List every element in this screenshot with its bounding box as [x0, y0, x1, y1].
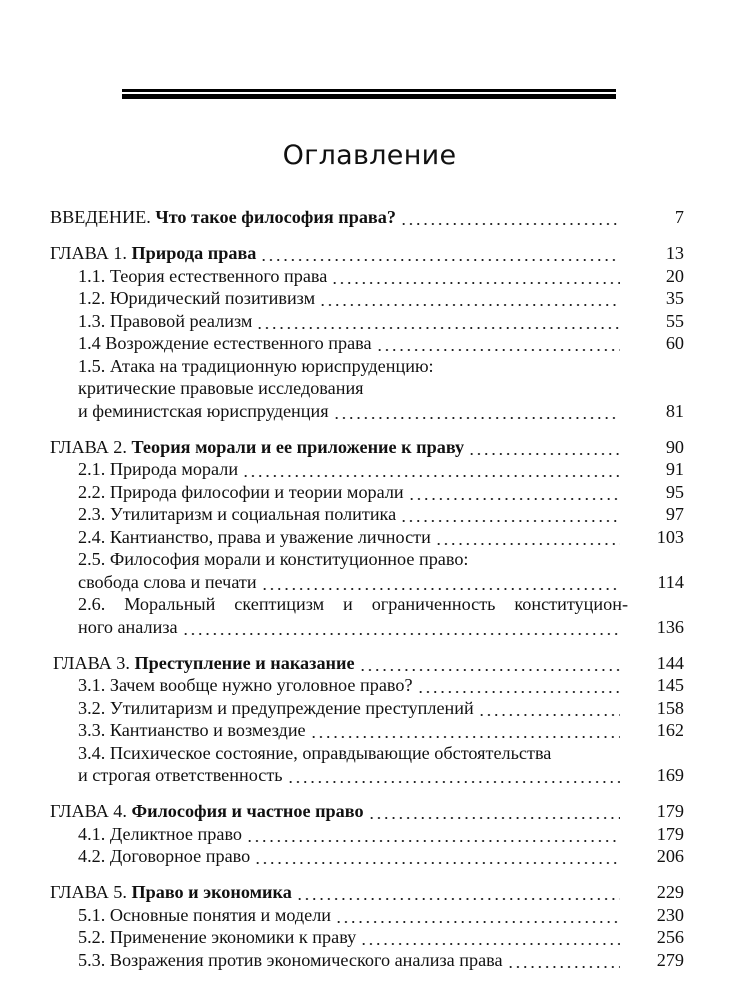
toc-subsection-entry[interactable]	[50, 845, 684, 868]
toc-line	[50, 764, 684, 787]
dot-leader	[246, 823, 620, 846]
entry-title	[78, 949, 503, 972]
page-number: 7	[674, 207, 684, 227]
toc-line	[50, 548, 684, 571]
entry-title	[78, 287, 315, 310]
toc-line	[50, 949, 684, 972]
entry-label: 5.1. Основные понятия и модели	[78, 904, 332, 925]
dot-leader	[376, 332, 620, 355]
dot-leader	[256, 310, 620, 333]
entry-label: и строгая ответственность	[78, 765, 283, 785]
entry-label: 2.6. Моральный скептицизм и ограниченность конституцион-	[78, 594, 628, 614]
page-number: 169	[656, 765, 684, 785]
dot-leader	[478, 697, 620, 720]
entry-label: 3.1. Зачем вообще нужно уголовное право?	[78, 675, 413, 695]
dot-leader	[435, 526, 620, 549]
toc-subsection-entry[interactable]	[50, 674, 684, 697]
entry-label: и феминистская юриспруденция	[78, 400, 329, 421]
entry-label: 4.2. Договорное право	[78, 846, 251, 866]
entry-title	[78, 458, 238, 481]
toc-subsection-entry[interactable]	[50, 481, 684, 504]
entry-label: ного анализа	[78, 616, 178, 637]
entry-title	[50, 206, 396, 229]
page-number: 35	[665, 288, 684, 308]
entry-label: свобода слова и печати	[78, 571, 257, 592]
toc-subsection-entry[interactable]	[50, 719, 684, 742]
page-number: 13	[665, 243, 684, 263]
dot-leader	[417, 674, 620, 697]
entry-title	[78, 332, 372, 355]
toc-line	[50, 697, 684, 720]
entry-label: критические правовые исследования	[78, 378, 364, 398]
entry-title-bold: Теория морали и ее приложение к праву	[131, 436, 465, 457]
entry-title-bold: Философия и частное право	[131, 801, 364, 821]
toc-line	[50, 355, 684, 378]
toc-line	[50, 652, 684, 675]
entry-title	[50, 436, 464, 459]
entry-label: 2.4. Кантианство, права и уважение личности	[78, 526, 431, 547]
toc-line	[50, 400, 684, 423]
entry-title	[78, 845, 250, 868]
entry-title	[78, 548, 468, 571]
page-number: 230	[656, 904, 684, 925]
toc-line	[50, 206, 684, 229]
entry-label: 5.3. Возражения против экономического анализа права	[78, 949, 503, 970]
toc-section	[50, 436, 684, 639]
toc-line	[50, 310, 684, 333]
toc-chapter-entry[interactable]	[50, 800, 684, 823]
entry-title	[78, 616, 178, 639]
entry-title	[78, 526, 431, 549]
toc-line	[50, 845, 684, 868]
toc-section	[50, 242, 684, 422]
page-number: 206	[656, 846, 684, 866]
entry-label: 1.4 Возрождение естественного права	[78, 333, 372, 353]
toc-subsection-entry[interactable]	[50, 265, 684, 288]
toc-chapter-entry[interactable]	[50, 436, 684, 459]
dot-leader	[360, 926, 620, 949]
entry-label: ГЛАВА 1.	[50, 243, 132, 263]
toc-subsection-entry[interactable]	[50, 949, 684, 972]
dot-leader	[400, 206, 620, 229]
toc-subsection-entry[interactable]	[50, 742, 684, 787]
entry-label: 2.2. Природа философии и теории морали	[78, 481, 404, 502]
entry-title-bold: Природа права	[131, 243, 257, 263]
dot-leader	[507, 949, 620, 972]
entry-label: 1.1. Теория естественного права	[78, 265, 328, 286]
entry-title-bold: Право и экономика	[131, 882, 292, 902]
page-number: 55	[665, 310, 684, 331]
toc-line	[50, 904, 684, 927]
entry-title	[78, 310, 252, 333]
toc-subsection-entry[interactable]	[50, 355, 684, 423]
toc-subsection-entry[interactable]	[50, 904, 684, 927]
entry-title	[78, 823, 242, 846]
entry-title	[78, 697, 474, 720]
entry-label: ГЛАВА 4.	[50, 801, 132, 821]
entry-title-bold: Что такое философия права?	[155, 207, 396, 227]
entry-label: ГЛАВА 5.	[50, 882, 132, 902]
toc-line	[50, 616, 684, 639]
page-number: 60	[665, 333, 684, 353]
header-rule-thin	[122, 89, 616, 92]
toc-section	[50, 800, 684, 868]
toc-subsection-entry[interactable]	[50, 526, 684, 549]
toc-subsection-entry[interactable]	[50, 548, 684, 593]
dot-leader	[368, 800, 620, 823]
entry-label: 2.5. Философия морали и конституционное право:	[78, 549, 469, 569]
page-title: Оглавление	[282, 140, 457, 172]
dot-leader	[242, 458, 620, 481]
toc-line	[50, 265, 684, 288]
entry-title	[78, 377, 364, 400]
toc-subsection-entry[interactable]	[50, 503, 684, 526]
toc-subsection-entry[interactable]	[50, 697, 684, 720]
toc-chapter-entry[interactable]	[50, 881, 684, 904]
toc-line	[50, 926, 684, 949]
entry-label: ГЛАВА 3.	[53, 652, 135, 673]
toc-subsection-entry[interactable]	[50, 310, 684, 333]
dot-leader	[310, 719, 620, 742]
page-number: 136	[656, 616, 684, 637]
toc-line	[50, 287, 684, 310]
page-number: 91	[665, 459, 684, 479]
page-number: 97	[665, 504, 684, 524]
page-number: 114	[657, 571, 684, 592]
entry-label: 1.3. Правовой реализм	[78, 310, 253, 331]
page-number: 179	[656, 801, 684, 821]
toc-line	[50, 674, 684, 697]
entry-title	[78, 764, 283, 787]
toc-section	[50, 881, 684, 971]
dot-leader	[359, 652, 620, 675]
entry-title	[78, 503, 396, 526]
page-number: 103	[656, 526, 684, 547]
entry-title	[78, 265, 327, 288]
dot-leader	[260, 242, 620, 265]
toc-subsection-entry[interactable]	[50, 593, 684, 638]
header-rule-thick	[122, 94, 616, 99]
entry-label: 3.2. Утилитаризм и предупреждение преступлений	[78, 697, 474, 718]
entry-label: ВВЕДЕНИЕ.	[50, 207, 156, 227]
toc-section	[50, 206, 684, 229]
entry-title-bold: Преступление и наказание	[134, 652, 355, 673]
entry-title	[78, 400, 329, 423]
toc-line	[50, 593, 684, 616]
toc-line	[50, 481, 684, 504]
page-number: 81	[665, 400, 684, 421]
toc-subsection-entry[interactable]	[50, 926, 684, 949]
dot-leader	[333, 400, 620, 423]
entry-title	[78, 593, 628, 616]
toc-chapter-entry[interactable]	[50, 242, 684, 265]
toc-section	[50, 652, 684, 787]
entry-title	[78, 481, 404, 504]
entry-label: 1.5. Атака на традиционную юриспруденцию:	[78, 355, 434, 376]
toc-subsection-entry[interactable]	[50, 458, 684, 481]
entry-title	[78, 904, 331, 927]
entry-label: 5.2. Применение экономики к праву	[78, 927, 357, 947]
page-number: 162	[656, 720, 684, 740]
dot-leader	[182, 616, 620, 639]
entry-label: 1.2. Юридический позитивизм	[78, 288, 316, 308]
toc-line	[50, 377, 684, 400]
page-number: 90	[665, 436, 684, 457]
toc-line	[50, 503, 684, 526]
dot-leader	[296, 881, 620, 904]
toc-line	[50, 881, 684, 904]
entry-label: 2.1. Природа морали	[78, 459, 239, 479]
entry-title	[78, 719, 306, 742]
toc-line	[50, 526, 684, 549]
entry-label: 2.3. Утилитаризм и социальная политика	[78, 504, 397, 524]
entry-label: 3.3. Кантианство и возмездие	[78, 720, 306, 740]
entry-title	[78, 742, 551, 765]
page-number: 20	[665, 265, 684, 286]
toc-line	[50, 823, 684, 846]
entry-title	[50, 242, 256, 265]
toc-chapter-entry[interactable]	[50, 652, 684, 675]
table-of-contents	[50, 206, 684, 985]
toc-line	[50, 571, 684, 594]
toc-line	[50, 242, 684, 265]
page-number: 279	[656, 949, 684, 970]
page-number: 256	[656, 927, 684, 947]
dot-leader	[261, 571, 620, 594]
page-number: 145	[656, 675, 684, 695]
toc-line	[50, 800, 684, 823]
entry-label: ГЛАВА 2.	[50, 436, 132, 457]
dot-leader	[400, 503, 620, 526]
page-number: 95	[665, 481, 684, 502]
dot-leader	[331, 265, 620, 288]
toc-line	[50, 719, 684, 742]
entry-label: 4.1. Деликтное право	[78, 823, 243, 844]
entry-title	[78, 674, 413, 697]
entry-title	[78, 355, 434, 378]
entry-title	[53, 652, 355, 675]
entry-title	[50, 881, 292, 904]
page-number: 158	[656, 697, 684, 718]
entry-title	[78, 926, 356, 949]
page-number: 144	[656, 652, 684, 673]
dot-leader	[254, 845, 620, 868]
toc-line	[50, 332, 684, 355]
entry-title	[78, 571, 257, 594]
toc-line	[50, 436, 684, 459]
toc-subsection-entry[interactable]	[50, 823, 684, 846]
dot-leader	[468, 436, 620, 459]
entry-title	[50, 800, 364, 823]
toc-subsection-entry[interactable]	[50, 332, 684, 355]
toc-line	[50, 742, 684, 765]
toc-chapter-entry[interactable]	[50, 206, 684, 229]
dot-leader	[408, 481, 620, 504]
page-number: 179	[656, 823, 684, 844]
dot-leader	[287, 764, 620, 787]
dot-leader	[319, 287, 620, 310]
page-number: 229	[656, 882, 684, 902]
toc-subsection-entry[interactable]	[50, 287, 684, 310]
entry-label: 3.4. Психическое состояние, оправдывающие обстоятельства	[78, 742, 552, 763]
dot-leader	[335, 904, 620, 927]
toc-line	[50, 458, 684, 481]
